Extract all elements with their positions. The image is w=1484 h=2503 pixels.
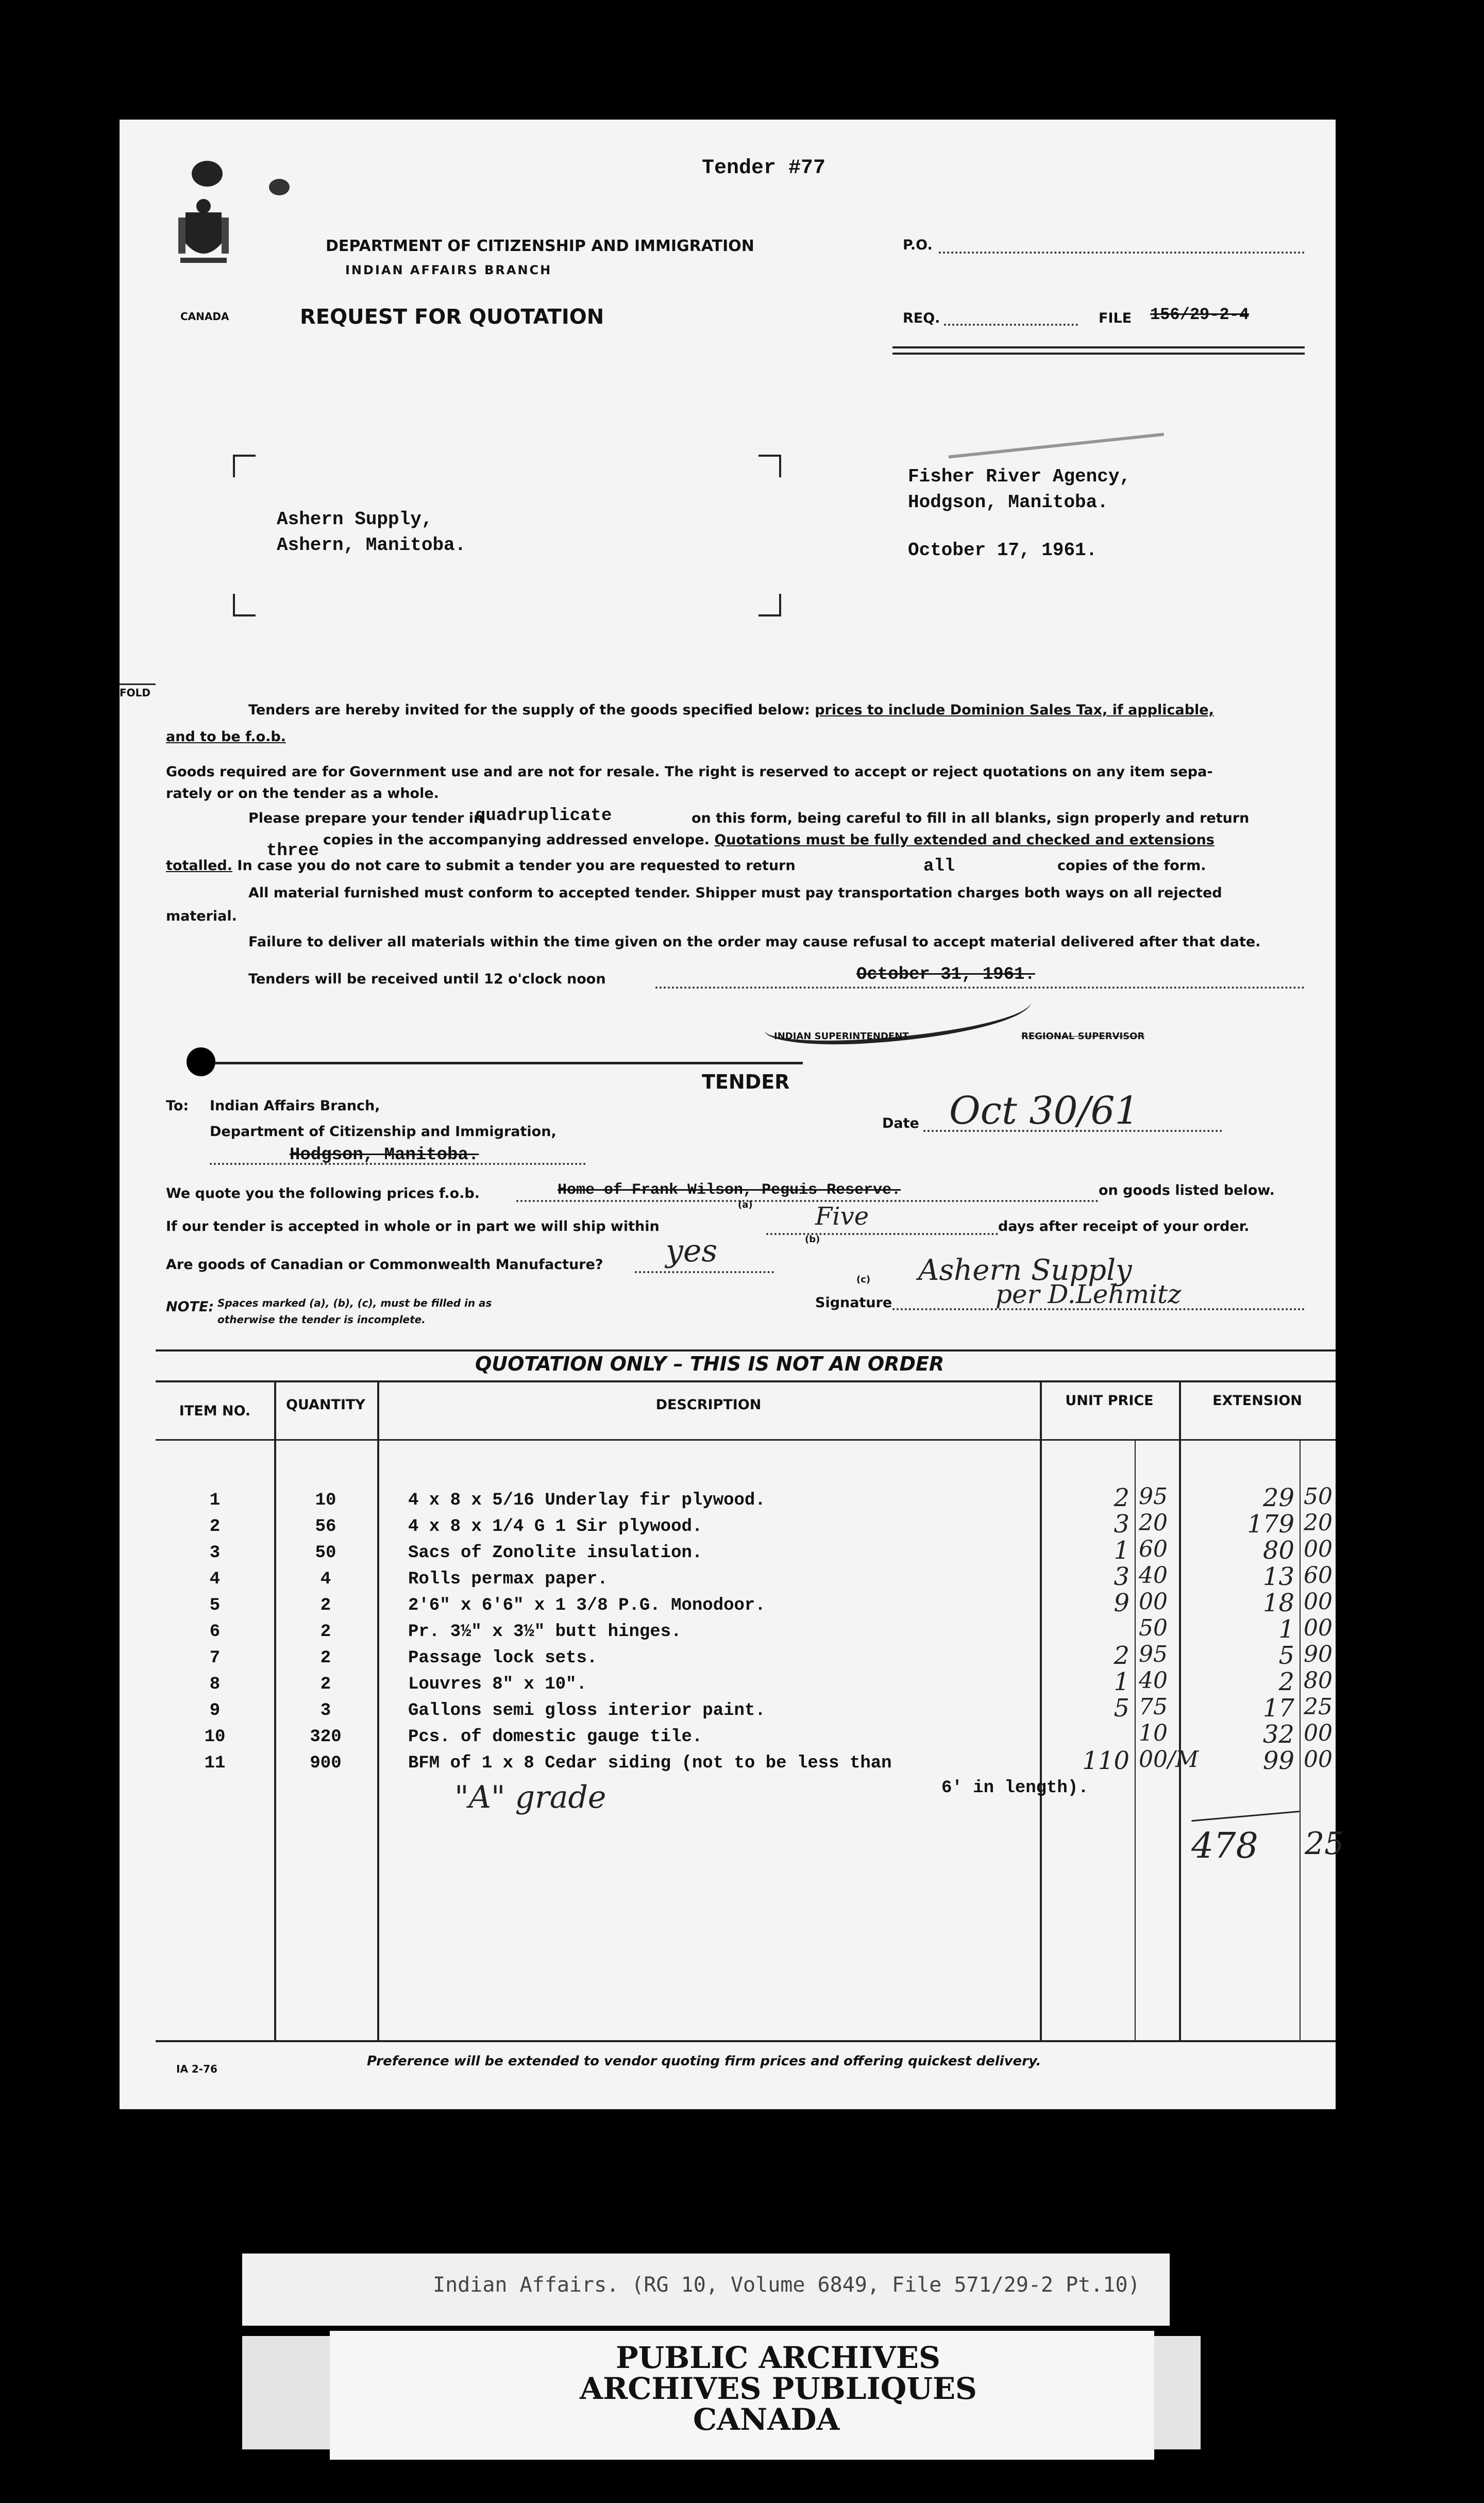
terms-text: material. (166, 908, 237, 924)
item-description: 2'6" x 6'6" x 1 3/8 P.G. Monodoor. (408, 1596, 766, 1615)
terms-text: Failure to deliver all materials within the time given on the order may cause refusal to accept material delivered after that date. (248, 934, 1261, 950)
fob-field (516, 1200, 1099, 1202)
preference-footer: Preference will be extended to vendor quoting firm prices and offering quickest delivery. (367, 2054, 1041, 2069)
item-number: 9 (209, 1701, 221, 1721)
extension-dollars: 17 (1262, 1694, 1294, 1723)
item-quantity: 56 (315, 1517, 336, 1537)
goods-label: on goods listed below. (1099, 1182, 1275, 1198)
tender-date-value: Oct 30/61 (949, 1089, 1139, 1133)
archive-line1: PUBLIC ARCHIVES (616, 2340, 940, 2375)
signature-mark: (c) (856, 1274, 871, 1285)
column-header-quantity: QUANTITY (286, 1397, 365, 1413)
tender-to-line: Department of Citizenship and Immigration, (210, 1124, 556, 1140)
ship-mark: (b) (805, 1234, 820, 1245)
extension-cents: 50 (1304, 1483, 1333, 1510)
terms-text: Goods required are for Government use and are not for resale. (166, 764, 660, 780)
extension-cents: 25 (1304, 1694, 1333, 1720)
item-number: 11 (204, 1754, 226, 1773)
extension-cents: 00 (1304, 1589, 1333, 1615)
copies-count-value: quadruplicate (475, 806, 612, 826)
fold-rule (120, 683, 156, 685)
item-number: 2 (209, 1517, 221, 1537)
fob-mark: (a) (738, 1199, 753, 1210)
item-description: 4 x 8 x 1/4 G 1 Sir plywood. (408, 1517, 703, 1537)
terms-line (248, 702, 1214, 718)
item-quantity: 2 (320, 1648, 331, 1668)
item-quantity: 50 (315, 1543, 336, 1563)
column-header-description: DESCRIPTION (655, 1397, 762, 1413)
item-description: Pr. 3½" x 3½" butt hinges. (408, 1622, 682, 1642)
extension-cents: 00 (1304, 1746, 1333, 1773)
item-quantity: 900 (310, 1754, 342, 1773)
unit-price-dollars: 2 (1114, 1641, 1129, 1670)
punch-hole (187, 1047, 215, 1076)
tender-date-label: Date (882, 1115, 919, 1131)
address-window-corner (233, 594, 256, 616)
item-quantity: 3 (320, 1701, 331, 1721)
unit-price-dollars: 2 (1114, 1483, 1129, 1512)
table-subheader-rule (156, 1439, 1336, 1441)
form-title: REQUEST FOR QUOTATION (300, 305, 604, 329)
extension-cents: 90 (1304, 1641, 1333, 1667)
terms-line (323, 832, 1215, 848)
tender-form-page (120, 120, 1344, 2109)
ink-stain (269, 179, 290, 195)
file-number: 156/29-2-4 (1150, 305, 1250, 324)
vendor-town: Ashern, Manitoba. (277, 535, 466, 556)
ship-label: If our tender is accepted in whole or in part we will ship within (166, 1219, 660, 1234)
item-description: Sacs of Zonolite insulation. (408, 1543, 703, 1563)
unit-price-cents: 00 (1139, 1589, 1168, 1615)
item-quantity: 4 (320, 1570, 331, 1589)
item-number: 1 (209, 1491, 221, 1510)
vendor-signature: Ashern Supply (918, 1254, 1132, 1287)
item-quantity: 2 (320, 1675, 331, 1694)
canadian-goods-label: Are goods of Canadian or Commonwealth Manufacture? (166, 1257, 603, 1273)
item-description: 4 x 8 x 5/16 Underlay fir plywood. (408, 1491, 766, 1510)
branch-name: INDIAN AFFAIRS BRANCH (345, 263, 552, 277)
extension-dollars: 179 (1247, 1510, 1294, 1539)
col-divider (1179, 1380, 1181, 2040)
item-description: Gallons semi gloss interior paint. (408, 1701, 766, 1721)
unit-price-dollars: 9 (1114, 1589, 1129, 1617)
extension-cents: 60 (1304, 1562, 1333, 1589)
extension-cents: 00 (1304, 1615, 1333, 1641)
form-code: IA 2-76 (176, 2063, 217, 2075)
return-all-value: all (923, 857, 955, 876)
terms-text: In case you do not care to submit a tender you are requested to return (237, 858, 796, 874)
header-rule (892, 346, 1305, 348)
tender-to-town: Hodgson, Manitoba. (290, 1145, 479, 1165)
deadline-label: Tenders will be received until 12 o'clock noon (248, 971, 606, 987)
agency-name: Fisher River Agency, (908, 466, 1131, 487)
canadian-goods-field (635, 1271, 774, 1273)
extension-dollars: 1 (1278, 1615, 1294, 1644)
terms-text: totalled. (166, 858, 232, 874)
unit-price-dollars: 1 (1114, 1536, 1129, 1565)
extension-dollars: 99 (1262, 1746, 1294, 1775)
terms-text: Please prepare your tender in (248, 810, 484, 826)
signature-caption: REGIONAL SUPERVISOR (1021, 1031, 1145, 1042)
unit-price-cents: 95 (1139, 1641, 1168, 1667)
unit-price-cents: 50 (1139, 1615, 1168, 1641)
item-description: Louvres 8" x 10". (408, 1675, 587, 1694)
req-field (944, 324, 1078, 326)
terms-text: Quotations must be fully extended and checked and extensions (714, 832, 1215, 848)
vendor-signature-by: per D.Lehmitz (996, 1279, 1182, 1309)
address-window-corner (758, 594, 781, 616)
file-label: FILE (1099, 310, 1132, 326)
header-rule (892, 353, 1305, 355)
unit-price-dollars: 3 (1114, 1510, 1129, 1539)
extension-dollars: 5 (1278, 1641, 1294, 1670)
po-field (939, 252, 1305, 254)
item-11-continuation: 6' in length). (941, 1778, 1089, 1798)
canadian-goods-value: yes (666, 1233, 718, 1269)
agency-town: Hodgson, Manitoba. (908, 492, 1108, 513)
signature-label: Signature (815, 1295, 892, 1311)
unit-price-dollars: 1 (1114, 1667, 1129, 1696)
terms-line (166, 858, 796, 874)
note-text: Spaces marked (a), (b), (c), must be filled in as (217, 1297, 492, 1309)
unit-price-dollars: 5 (1114, 1694, 1129, 1723)
item-number: 3 (209, 1543, 221, 1563)
item-quantity: 2 (320, 1622, 331, 1642)
vendor-name: Ashern Supply, (277, 509, 433, 530)
table-top-rule (156, 1349, 1336, 1351)
terms-text: The right is reserved to accept or reject quotations on any item sepa- (664, 764, 1213, 780)
item-quantity: 320 (310, 1727, 342, 1747)
item-number: 7 (209, 1648, 221, 1668)
item-quantity: 2 (320, 1596, 331, 1615)
ship-field (766, 1233, 998, 1235)
extension-dollars: 2 (1278, 1667, 1294, 1696)
tender-divider (215, 1062, 803, 1064)
item-number: 5 (209, 1596, 221, 1615)
extension-cents: 20 (1304, 1510, 1333, 1536)
extension-dollars: 18 (1262, 1589, 1294, 1617)
extension-dollars: 13 (1262, 1562, 1294, 1591)
terms-text: copies of the form. (1057, 858, 1206, 874)
col-divider (1040, 1380, 1042, 2040)
item-description: BFM of 1 x 8 Cedar siding (not to be less than (408, 1754, 892, 1773)
fob-value: Home of Frank Wilson, Peguis Reserve. (558, 1181, 901, 1199)
terms-text: rately or on the tender as a whole. (166, 786, 439, 802)
extension-cents: 00 (1304, 1720, 1333, 1746)
terms-text: on this form, being careful to fill in all blanks, sign properly and return (692, 810, 1250, 826)
unit-price-cents: 00/M (1139, 1746, 1199, 1773)
po-label: P.O. (903, 237, 933, 253)
signature-caption: INDIAN SUPERINTENDENT (774, 1031, 909, 1042)
unit-price-cents: 10 (1139, 1720, 1168, 1746)
archive-line3: CANADA (693, 2402, 840, 2437)
terms-text: copies in the accompanying addressed envelope. (323, 832, 710, 848)
table-bottom-rule (156, 2040, 1336, 2042)
tender-heading: TENDER (702, 1071, 790, 1093)
terms-text: All material furnished must conform to accepted tender. Shipper must pay transportation charges both ways on all rejected (248, 885, 1222, 901)
unit-price-cents: 40 (1139, 1667, 1168, 1694)
deadline-value: October 31, 1961. (856, 965, 1035, 984)
req-label: REQ. (903, 310, 940, 326)
unit-price-cents: 20 (1139, 1510, 1168, 1536)
item-11-grade: "A" grade (454, 1779, 606, 1815)
item-number: 10 (204, 1727, 226, 1747)
unit-price-cents: 95 (1139, 1483, 1168, 1510)
note-text: otherwise the tender is incomplete. (217, 1313, 426, 1326)
ship-days-value: Five (815, 1202, 869, 1231)
item-description: Rolls permax paper. (408, 1570, 608, 1589)
archive-reference: Indian Affairs. (RG 10, Volume 6849, File 571/29-2 Pt.10) (433, 2273, 1140, 2297)
unit-price-cents: 60 (1139, 1536, 1168, 1562)
terms-text: prices to include Dominion Sales Tax, if applicable, (815, 702, 1214, 718)
department-name: DEPARTMENT OF CITIZENSHIP AND IMMIGRATION (326, 237, 754, 255)
col-divider (1300, 1439, 1301, 2040)
column-header-extension: EXTENSION (1212, 1393, 1302, 1409)
extension-dollars: 32 (1262, 1720, 1294, 1749)
tender-to-label: To: (166, 1098, 189, 1114)
column-header-item: ITEM NO. (179, 1403, 251, 1419)
quotation-banner: QUOTATION ONLY – THIS IS NOT AN ORDER (475, 1353, 945, 1375)
terms-fob: and to be f.o.b. (166, 729, 286, 745)
ship-suffix: days after receipt of your order. (998, 1219, 1250, 1234)
item-number: 4 (209, 1570, 221, 1589)
item-number: 6 (209, 1622, 221, 1642)
unit-price-dollars: 110 (1082, 1746, 1129, 1775)
ink-stain (192, 161, 223, 187)
address-window-corner (758, 455, 781, 477)
request-date: October 17, 1961. (908, 540, 1098, 561)
fold-mark: FOLD (120, 687, 151, 699)
extension-dollars: 29 (1262, 1483, 1294, 1512)
tender-to-line: Indian Affairs Branch, (210, 1098, 380, 1114)
table-header-rule (156, 1380, 1336, 1382)
extension-dollars: 80 (1262, 1536, 1294, 1565)
unit-price-cents: 75 (1139, 1694, 1168, 1720)
country-label: CANADA (180, 310, 229, 323)
archive-line2: ARCHIVES PUBLIQUES (580, 2371, 977, 2406)
extension-cents: 80 (1304, 1667, 1333, 1694)
column-header-unit-price: UNIT PRICE (1065, 1393, 1154, 1409)
item-quantity: 10 (315, 1491, 336, 1510)
total-rule (1191, 1811, 1299, 1822)
item-number: 8 (209, 1675, 221, 1694)
col-divider (377, 1380, 379, 2040)
return-copies-value: three (266, 841, 319, 861)
total-cents: 25 (1305, 1826, 1344, 1862)
item-description: Pcs. of domestic gauge tile. (408, 1727, 703, 1747)
fob-label: We quote you the following prices f.o.b. (166, 1186, 480, 1202)
address-window-corner (233, 455, 256, 477)
item-description: Passage lock sets. (408, 1648, 598, 1668)
terms-line (166, 764, 1213, 780)
unit-price-dollars: 3 (1114, 1562, 1129, 1591)
note-label: NOTE: (166, 1299, 214, 1315)
received-stamp (940, 356, 1164, 458)
coat-of-arms-logo (175, 197, 232, 274)
extension-cents: 00 (1304, 1536, 1333, 1562)
unit-price-cents: 40 (1139, 1562, 1168, 1589)
total-dollars: 478 (1191, 1826, 1258, 1866)
col-divider (1135, 1439, 1136, 2040)
tender-number: Tender #77 (702, 157, 826, 180)
terms-text: Tenders are hereby invited for the supply of the goods specified below: (248, 702, 810, 718)
